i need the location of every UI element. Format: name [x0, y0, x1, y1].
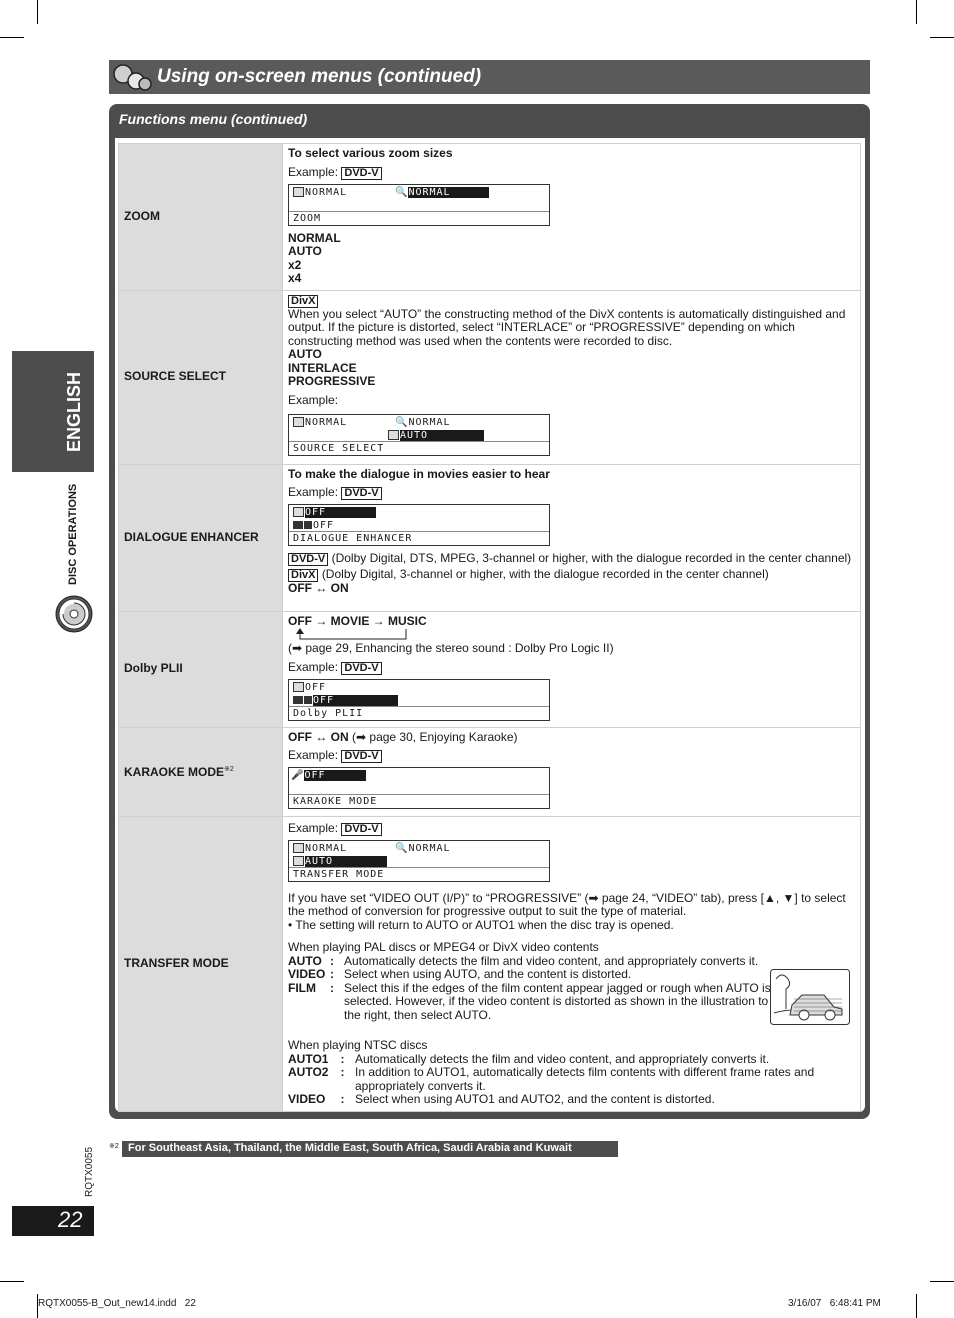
row-label [119, 727, 283, 816]
example-label: Example: [288, 392, 339, 407]
table-row [119, 464, 861, 611]
table-row [119, 290, 861, 464]
slug-date: 3/16/07 6:48:41 PM [788, 1298, 881, 1309]
option-item: x2 [288, 257, 302, 272]
osd-highlight: AUTO [400, 430, 484, 441]
screen-icon [293, 187, 304, 197]
row-note: (Dolby Digital, 3-channel or higher, with the dialogue recorded in the center channel) [321, 567, 769, 581]
dvd-v-tag: DVD-V [341, 750, 381, 763]
footnote-mark: ※2 [109, 1143, 119, 1150]
audio-icon [304, 696, 312, 704]
magnifier-icon: 🔍 [395, 186, 409, 198]
row-description: If you have set “VIDEO OUT (I/P)” to “PROGRESSIVE” (➡ page 24, “VIDEO” tab), press [▲, ▼] to select the method of conversion for progressive output to suit the type of material. [288, 890, 846, 918]
page-reference: (➡ page 30, Enjoying Karaoke) [352, 729, 518, 744]
dvd-v-tag: DVD-V [288, 553, 328, 566]
disc-icon [55, 595, 93, 633]
definition-list [288, 955, 773, 1023]
dvd-v-tag: DVD-V [341, 167, 381, 180]
row-label: ZOOM [119, 144, 283, 291]
table-row [119, 611, 861, 727]
option-item: AUTO [288, 347, 322, 361]
option-item: AUTO [288, 244, 322, 258]
definition-item: VIDEO : Select when using AUTO, and the content is distorted. [288, 967, 632, 981]
osd-footer: Dolby PLII [289, 706, 549, 720]
row-content [283, 727, 861, 816]
osd-highlight: AUTO [305, 856, 387, 867]
row-label: TRANSFER MODE [119, 816, 283, 1111]
osd-value: NORMAL [305, 842, 348, 854]
dvd-v-tag: DVD-V [341, 823, 381, 836]
zoom-options [288, 232, 854, 286]
section-heading: When playing NTSC discs [288, 1038, 428, 1052]
osd-footer: TRANSFER MODE [289, 867, 549, 881]
table-row [119, 816, 861, 1111]
audio-icon [304, 521, 312, 529]
cycle-options: OFF → MOVIE → MUSIC [288, 613, 427, 628]
definition-list [288, 1053, 836, 1107]
osd-example [288, 184, 550, 226]
example-label: Example: [288, 659, 339, 674]
osd-footer: DIALOGUE ENHANCER [289, 531, 549, 545]
osd-footer: SOURCE SELECT [289, 441, 549, 455]
row-label: SOURCE SELECT [119, 290, 283, 464]
distortion-illustration [770, 969, 850, 1025]
osd-highlight: NORMAL [408, 187, 488, 198]
page-title: Using on-screen menus (continued) [157, 66, 482, 87]
osd-example [288, 414, 550, 456]
example-label: Example: [288, 748, 339, 762]
audio-icon [293, 696, 303, 704]
osd-example [288, 504, 550, 546]
osd-highlight: OFF [305, 507, 376, 518]
osd-example [288, 767, 550, 809]
page-number: 22 [58, 1207, 83, 1232]
row-heading: To select various zoom sizes [288, 146, 453, 160]
bubbles-icon [112, 62, 152, 92]
osd-highlight: OFF [304, 770, 365, 781]
panel-title: Functions menu (continued) [119, 111, 308, 127]
row-label-text: KARAOKE MODE [124, 765, 225, 780]
definition-item: FILM : Select this if the edges of the film content appear jagged or rough when AUTO is selected. However, if the video content is distorted as shown in the illustration to the right, then select AUTO. [288, 980, 771, 1022]
audio-icon [293, 521, 303, 529]
option-item: PROGRESSIVE [288, 374, 376, 388]
table-row [119, 144, 861, 291]
dvd-v-tag: DVD-V [341, 662, 381, 675]
option-item: INTERLACE [288, 360, 357, 375]
section-label: DISC OPERATIONS [67, 483, 79, 585]
toggle-options: OFF ↔ ON [288, 581, 349, 595]
toggle-options: OFF ↔ ON [288, 729, 349, 744]
page-reference: (➡ page 29, Enhancing the stereo sound : Dolby Pro Logic II) [288, 641, 614, 655]
model-code: RQTX0055 [84, 1146, 95, 1197]
section-heading: When playing PAL discs or MPEG4 or DivX video contents [288, 940, 599, 954]
crop-mark [0, 1281, 24, 1282]
osd-example [288, 840, 550, 882]
source-options [288, 348, 854, 389]
option-item: x4 [288, 271, 302, 285]
slug-file: RQTX0055-B_Out_new14.indd 22 [38, 1298, 196, 1309]
screen-icon [293, 843, 304, 853]
osd-value: NORMAL [408, 842, 451, 854]
screen-icon [293, 417, 304, 427]
option-item: NORMAL [288, 230, 341, 245]
osd-value: OFF [305, 681, 327, 693]
osd-footer: ZOOM [289, 211, 549, 225]
row-label: DIALOGUE ENHANCER [119, 464, 283, 611]
language-label: ENGLISH [64, 371, 84, 452]
osd-value: NORMAL [408, 417, 451, 428]
divx-tag: DivX [288, 569, 318, 582]
source-icon [388, 430, 399, 440]
microphone-icon: 🎤 [291, 770, 305, 781]
crop-mark [930, 37, 954, 38]
crop-mark [37, 0, 38, 24]
disc-icon [293, 507, 304, 517]
footnote-mark: ※2 [224, 766, 234, 774]
crop-mark [0, 37, 24, 38]
transfer-icon [293, 856, 304, 866]
example-label: Example: [288, 164, 339, 179]
row-content [283, 816, 861, 1111]
example-label: Example: [288, 485, 339, 499]
row-content [283, 464, 861, 611]
definition-item: VIDEO : Select when using AUTO1 and AUTO2, and the content is distorted. [288, 1092, 715, 1106]
crop-mark [916, 0, 917, 24]
osd-value: OFF [313, 520, 335, 531]
row-content [283, 290, 861, 464]
row-note: • The setting will return to AUTO or AUTO1 when the disc tray is opened. [288, 917, 674, 932]
definition-item: AUTO2 : In addition to AUTO1, automatically detects film contents with different frame rates and appropriately converts it. [288, 1065, 815, 1093]
row-heading: To make the dialogue in movies easier to hear [288, 466, 550, 481]
crop-mark [916, 1294, 917, 1318]
row-label: Dolby PLII [119, 611, 283, 727]
osd-footer: KARAOKE MODE [289, 794, 549, 808]
divx-tag: DivX [288, 295, 318, 308]
osd-highlight: OFF [313, 695, 398, 706]
dvd-v-tag: DVD-V [341, 487, 381, 500]
osd-value: NORMAL [305, 186, 348, 198]
footnote-text: For Southeast Asia, Thailand, the Middle East, South Africa, Saudi Arabia and Kuwait [128, 1142, 572, 1154]
row-content [283, 144, 861, 291]
osd-value: NORMAL [305, 417, 348, 428]
crop-mark [930, 1281, 954, 1282]
table-row [119, 727, 861, 816]
magnifier-icon: 🔍 [395, 417, 409, 428]
osd-example [288, 679, 550, 721]
definition-item: AUTO : Automatically detects the film and video content, and appropriately converts it. [288, 953, 759, 968]
row-content [283, 611, 861, 727]
definition-item: AUTO1 : Automatically detects the film and video content, and appropriately converts it. [288, 1051, 770, 1066]
disc-icon [293, 682, 304, 692]
functions-table [118, 143, 861, 1112]
row-description: When you select “AUTO” the constructing method of the DivX contents is automatically distinguished and output. If the picture is distorted, select “INTERLACE” or “PROGRESSIVE” depending on which constructing method was used when the contents were recorded to disc. [288, 306, 846, 348]
row-note: (Dolby Digital, DTS, MPEG, 3-channel or higher, with the dialogue recorded in the center channel) [331, 551, 852, 565]
magnifier-icon: 🔍 [395, 842, 409, 854]
example-label: Example: [288, 820, 339, 835]
cycle-return-arrow [288, 628, 418, 642]
